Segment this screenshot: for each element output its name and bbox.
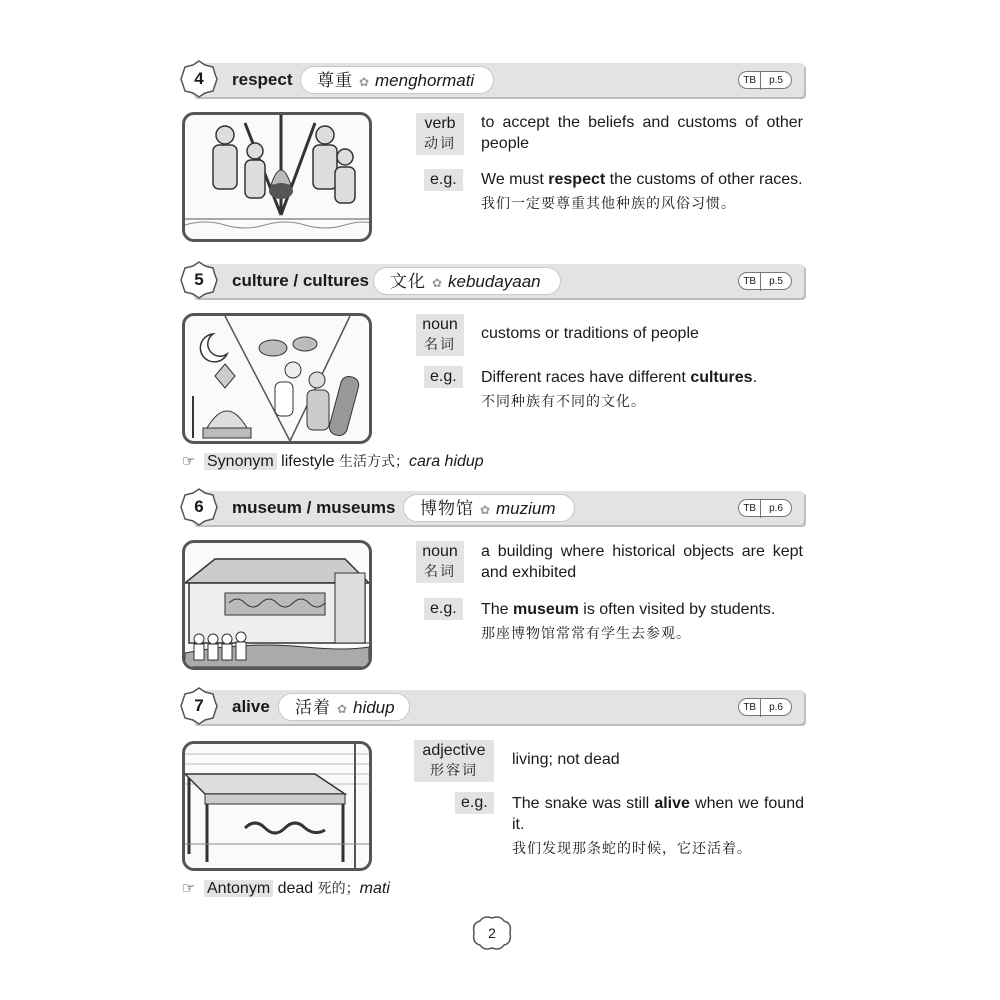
alive-illustration [182,741,372,871]
chinese-translation: 文化 [390,272,426,292]
malay-translation: menghormati [375,71,475,90]
entry-number-badge: 6 [180,488,218,526]
textbook-page-ref: TB p.5 [738,71,792,89]
chinese-translation: 活着 [295,698,331,718]
note-malay: mati [359,880,390,897]
note-word: lifestyle [281,453,335,470]
entry-header-respect [178,60,806,100]
pointing-hand-icon: ☞ [182,453,196,470]
page-number-badge [472,915,512,951]
respect-illustration [182,112,372,242]
chinese-translation: 博物馆 [420,499,474,519]
note-chinese: 死的； [317,881,360,897]
example-chinese: 我们发现那条蛇的时候，它还活着。 [512,841,752,857]
example-label: e.g. [424,366,463,388]
part-of-speech-label: verb 动词 [416,113,464,155]
museum-illustration [182,540,372,670]
example-label: e.g. [455,792,494,814]
definition-text: customs or traditions of people [481,325,699,342]
flower-icon: ✿ [431,276,443,290]
note-label: Synonym [204,453,277,470]
antonym-note [182,878,390,900]
page-number: 2 [488,925,496,941]
entry-number-badge: 5 [180,261,218,299]
example-chinese: 那座博物馆常常有学生去参观。 [481,626,691,642]
example-label: e.g. [424,598,463,620]
entry-word: culture / cultures [232,271,369,290]
textbook-page-ref: TB p.6 [738,698,792,716]
example-sentence: The museum is often visited by students. 那座博物馆常常有学生去参观。 [481,599,803,645]
textbook-page-ref: TB p.6 [738,499,792,517]
part-of-speech-label: noun 名词 [416,314,464,356]
note-malay: cara hidup [408,453,484,470]
example-chinese: 我们一定要尊重其他种族的风俗习惯。 [481,196,736,212]
pointing-hand-icon: ☞ [182,880,196,897]
example-chinese: 不同种族有不同的文化。 [481,394,646,410]
note-word: dead [277,880,314,897]
translation-pill [300,66,494,94]
flower-icon: ✿ [479,503,491,517]
note-chinese: 生活方式； [338,454,409,470]
definition-text: living; not dead [512,751,620,768]
textbook-page-ref: TB p.5 [738,272,792,290]
chinese-translation: 尊重 [317,71,353,91]
entry-word: respect [232,70,293,89]
synonym-note [182,451,484,473]
example-sentence: We must respect the customs of other races. 我们一定要尊重其他种族的风俗习惯。 [481,169,803,215]
definition-text: a building where historical objects are kept and exhibited [481,543,803,581]
translation-pill [403,494,575,522]
entry-number-badge: 7 [180,687,218,725]
flower-icon: ✿ [358,75,370,89]
example-label: e.g. [424,169,463,191]
part-of-speech-label: noun 名词 [416,541,464,583]
translation-pill [278,693,410,721]
malay-translation: hidup [353,698,395,717]
flower-icon: ✿ [336,702,348,716]
entry-word: alive [232,697,270,716]
entry-header-museum [178,488,806,528]
malay-translation: muzium [496,499,556,518]
entry-header-culture [178,261,806,301]
part-of-speech-label: adjective 形容词 [414,740,494,782]
definition-text: to accept the beliefs and customs of other people [481,114,803,152]
example-sentence: Different races have different cultures. 不同种族有不同的文化。 [481,367,803,413]
note-label: Antonym [204,880,273,897]
malay-translation: kebudayaan [448,272,541,291]
entry-word: museum / museums [232,498,396,517]
example-sentence: The snake was still alive when we found it. 我们发现那条蛇的时候，它还活着。 [512,793,804,860]
translation-pill [373,267,561,295]
entry-header-alive [178,687,806,727]
culture-illustration [182,313,372,444]
entry-number-badge: 4 [180,60,218,98]
